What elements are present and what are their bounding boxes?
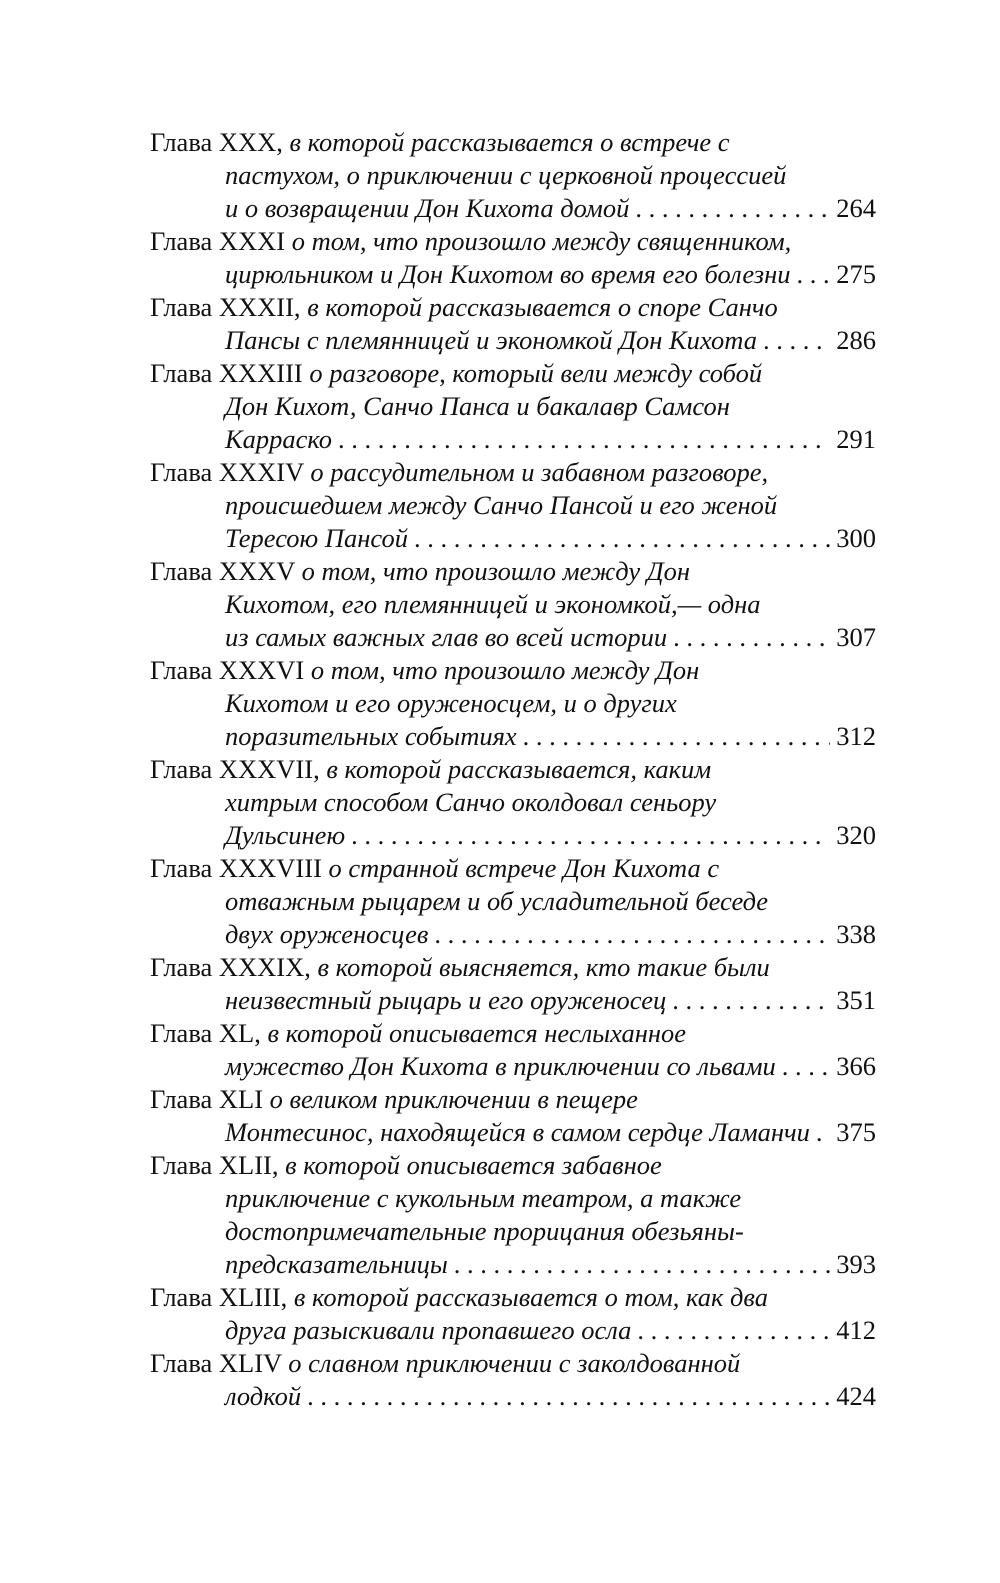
toc-line bbox=[150, 456, 876, 489]
page-number: 286 bbox=[836, 325, 876, 355]
table-of-contents bbox=[150, 126, 876, 1413]
dot-leader bbox=[345, 819, 830, 852]
toc-line bbox=[150, 786, 876, 819]
page-number: 424 bbox=[836, 1381, 876, 1411]
toc-line bbox=[150, 258, 876, 291]
dot-leader bbox=[332, 423, 830, 456]
chapter-title-text: приключение с кукольным театром, а также bbox=[225, 1183, 742, 1213]
toc-entry bbox=[150, 654, 876, 753]
toc-line bbox=[150, 423, 876, 456]
chapter-title-text: цирюльником и Дон Кихотом во время его болезни bbox=[225, 259, 791, 289]
chapter-title-text: и о возвращении Дон Кихота домой bbox=[225, 193, 630, 223]
toc-line bbox=[150, 1182, 876, 1215]
toc-line bbox=[150, 819, 876, 852]
toc-entry bbox=[150, 1347, 876, 1413]
dot-leader bbox=[666, 984, 830, 1017]
toc-line bbox=[150, 1380, 876, 1413]
chapter-title-text: в которой рассказывается о споре Санчо bbox=[307, 292, 778, 322]
chapter-title-text: хитрым способом Санчо околдовал сеньору bbox=[225, 787, 717, 817]
dot-leader bbox=[428, 918, 830, 951]
chapter-label: Глава XLIII, bbox=[150, 1282, 288, 1312]
chapter-title-text: происшедшем между Санчо Пансой и его женой bbox=[225, 490, 778, 520]
chapter-label: Глава XXXVIII bbox=[150, 853, 322, 883]
chapter-title-text: достопримечательные прорицания обезьяны- bbox=[225, 1216, 744, 1246]
chapter-title-text: Дульсинею bbox=[225, 820, 346, 850]
toc-line bbox=[150, 390, 876, 423]
chapter-title-text: Монтесинос, находящейся в самом сердце Ламанчи bbox=[225, 1117, 810, 1147]
toc-entry bbox=[150, 1149, 876, 1281]
chapter-title-text: о том, что произошло между священником, bbox=[291, 226, 792, 256]
page-number: 338 bbox=[836, 919, 876, 949]
dot-leader bbox=[517, 720, 831, 753]
chapter-title-text: в которой рассказывается о том, как два bbox=[293, 1282, 768, 1312]
chapter-label: Глава XXXII, bbox=[150, 292, 301, 322]
chapter-label: Глава XXXIX, bbox=[150, 952, 311, 982]
chapter-title-text: о рассудительном и забавном разговоре, bbox=[310, 457, 769, 487]
page-number: 275 bbox=[836, 259, 876, 289]
page-number: 307 bbox=[836, 622, 876, 652]
chapter-title-text: о том, что произошло между Дон bbox=[310, 655, 700, 685]
toc-entry bbox=[150, 1017, 876, 1083]
chapter-title-text: в которой выясняется, кто такие были bbox=[317, 952, 770, 982]
toc-line bbox=[150, 918, 876, 951]
chapter-label: Глава XLII, bbox=[150, 1150, 279, 1180]
dot-leader bbox=[776, 1050, 830, 1083]
chapter-title-text: пастухом, о приключении с церковной процессией bbox=[225, 160, 787, 190]
toc-entry bbox=[150, 951, 876, 1017]
toc-entry bbox=[150, 225, 876, 291]
toc-line bbox=[150, 588, 876, 621]
dot-leader bbox=[790, 258, 830, 291]
toc-line bbox=[150, 687, 876, 720]
chapter-label: Глава XXXIII bbox=[150, 358, 303, 388]
toc-line bbox=[150, 1116, 876, 1149]
toc-entry bbox=[150, 357, 876, 456]
chapter-title-text: о славном приключении с заколдованной bbox=[288, 1348, 741, 1378]
toc-line bbox=[150, 1149, 876, 1182]
dot-leader bbox=[301, 1380, 830, 1413]
chapter-title-text: в которой рассказывается, каким bbox=[326, 754, 712, 784]
page-number: 393 bbox=[836, 1249, 876, 1279]
chapter-title-text: предсказательницы bbox=[225, 1249, 448, 1279]
chapter-title-text: о странной встрече Дон Кихота с bbox=[328, 853, 720, 883]
toc-entry bbox=[150, 291, 876, 357]
chapter-title-text: двух оруженосцев bbox=[225, 919, 429, 949]
page-number: 351 bbox=[836, 985, 876, 1015]
chapter-title-text: Пансы с племянницей и экономкой Дон Кихота bbox=[225, 325, 757, 355]
toc-line bbox=[150, 324, 876, 357]
chapter-label: Глава XXXV bbox=[150, 556, 295, 586]
toc-line bbox=[150, 1083, 876, 1116]
page-number: 412 bbox=[836, 1315, 876, 1345]
toc-entry bbox=[150, 456, 876, 555]
chapter-title-text: о том, что произошло между Дон bbox=[301, 556, 690, 586]
page-number: 291 bbox=[836, 424, 876, 454]
chapter-title-text: из самых важных глав во всей истории bbox=[225, 622, 668, 652]
page-number: 320 bbox=[836, 820, 876, 850]
chapter-label: Глава XXX, bbox=[150, 127, 283, 157]
chapter-title-text: неизвестный рыцарь и его оруженосец bbox=[225, 985, 667, 1015]
toc-line bbox=[150, 852, 876, 885]
toc-line bbox=[150, 126, 876, 159]
page-number: 300 bbox=[836, 523, 876, 553]
chapter-label: Глава XL, bbox=[150, 1018, 261, 1048]
dot-leader bbox=[631, 1314, 830, 1347]
page-number: 366 bbox=[836, 1051, 876, 1081]
toc-line bbox=[150, 159, 876, 192]
chapter-title-text: Карраско bbox=[225, 424, 332, 454]
chapter-title-text: мужество Дон Кихота в приключении со львами bbox=[225, 1051, 776, 1081]
toc-line bbox=[150, 621, 876, 654]
chapter-title-text: лодкой bbox=[225, 1381, 302, 1411]
toc-entry bbox=[150, 555, 876, 654]
toc-line bbox=[150, 951, 876, 984]
toc-line bbox=[150, 357, 876, 390]
toc-entry bbox=[150, 126, 876, 225]
chapter-label: Глава XXXVI bbox=[150, 655, 305, 685]
toc-line bbox=[150, 555, 876, 588]
chapter-label: Глава XLI bbox=[150, 1084, 264, 1114]
toc-line bbox=[150, 1347, 876, 1380]
toc-line bbox=[150, 654, 876, 687]
toc-entry bbox=[150, 753, 876, 852]
dot-leader bbox=[667, 621, 830, 654]
chapter-title-text: о великом приключении в пещере bbox=[269, 1084, 638, 1114]
toc-line bbox=[150, 1050, 876, 1083]
toc-line bbox=[150, 885, 876, 918]
toc-line bbox=[150, 984, 876, 1017]
toc-line bbox=[150, 1248, 876, 1281]
dot-leader bbox=[810, 1116, 830, 1149]
chapter-label: Глава XLIV bbox=[150, 1348, 282, 1378]
chapter-label: Глава XXXIV bbox=[150, 457, 304, 487]
toc-line bbox=[150, 291, 876, 324]
chapter-title-text: в которой описывается забавное bbox=[285, 1150, 662, 1180]
toc-line bbox=[150, 522, 876, 555]
page-number: 375 bbox=[836, 1117, 876, 1147]
page-number: 312 bbox=[836, 721, 876, 751]
toc-line bbox=[150, 225, 876, 258]
dot-leader bbox=[757, 324, 830, 357]
chapter-title-text: друга разыскивали пропавшего осла bbox=[225, 1315, 632, 1345]
toc-line bbox=[150, 1281, 876, 1314]
toc-line bbox=[150, 720, 876, 753]
dot-leader bbox=[448, 1248, 830, 1281]
chapter-title-text: в которой описывается неслыханное bbox=[267, 1018, 687, 1048]
chapter-title-text: отважным рыцарем и об усладительной беседе bbox=[225, 886, 769, 916]
toc-entry bbox=[150, 1083, 876, 1149]
toc-entry bbox=[150, 852, 876, 951]
chapter-title-text: Дон Кихот, Санчо Панса и бакалавр Самсон bbox=[225, 391, 730, 421]
toc-line bbox=[150, 1215, 876, 1248]
chapter-title-text: в которой рассказывается о встрече с bbox=[289, 127, 730, 157]
chapter-title-text: о разговоре, который вели между собой bbox=[309, 358, 763, 388]
chapter-title-text: Кихотом, его племянницей и экономкой,— одна bbox=[225, 589, 761, 619]
dot-leader bbox=[629, 192, 830, 225]
toc-line bbox=[150, 192, 876, 225]
toc-line bbox=[150, 489, 876, 522]
dot-leader bbox=[408, 522, 830, 555]
toc-line bbox=[150, 1314, 876, 1347]
chapter-label: Глава XXXVII, bbox=[150, 754, 320, 784]
chapter-label: Глава XXXI bbox=[150, 226, 286, 256]
toc-line bbox=[150, 753, 876, 786]
toc-entry bbox=[150, 1281, 876, 1347]
chapter-title-text: поразительных событиях bbox=[225, 721, 517, 751]
chapter-title-text: Кихотом и его оруженосцем, и о других bbox=[225, 688, 677, 718]
toc-line bbox=[150, 1017, 876, 1050]
page-number: 264 bbox=[836, 193, 876, 223]
chapter-title-text: Тересою Пансой bbox=[225, 523, 409, 553]
